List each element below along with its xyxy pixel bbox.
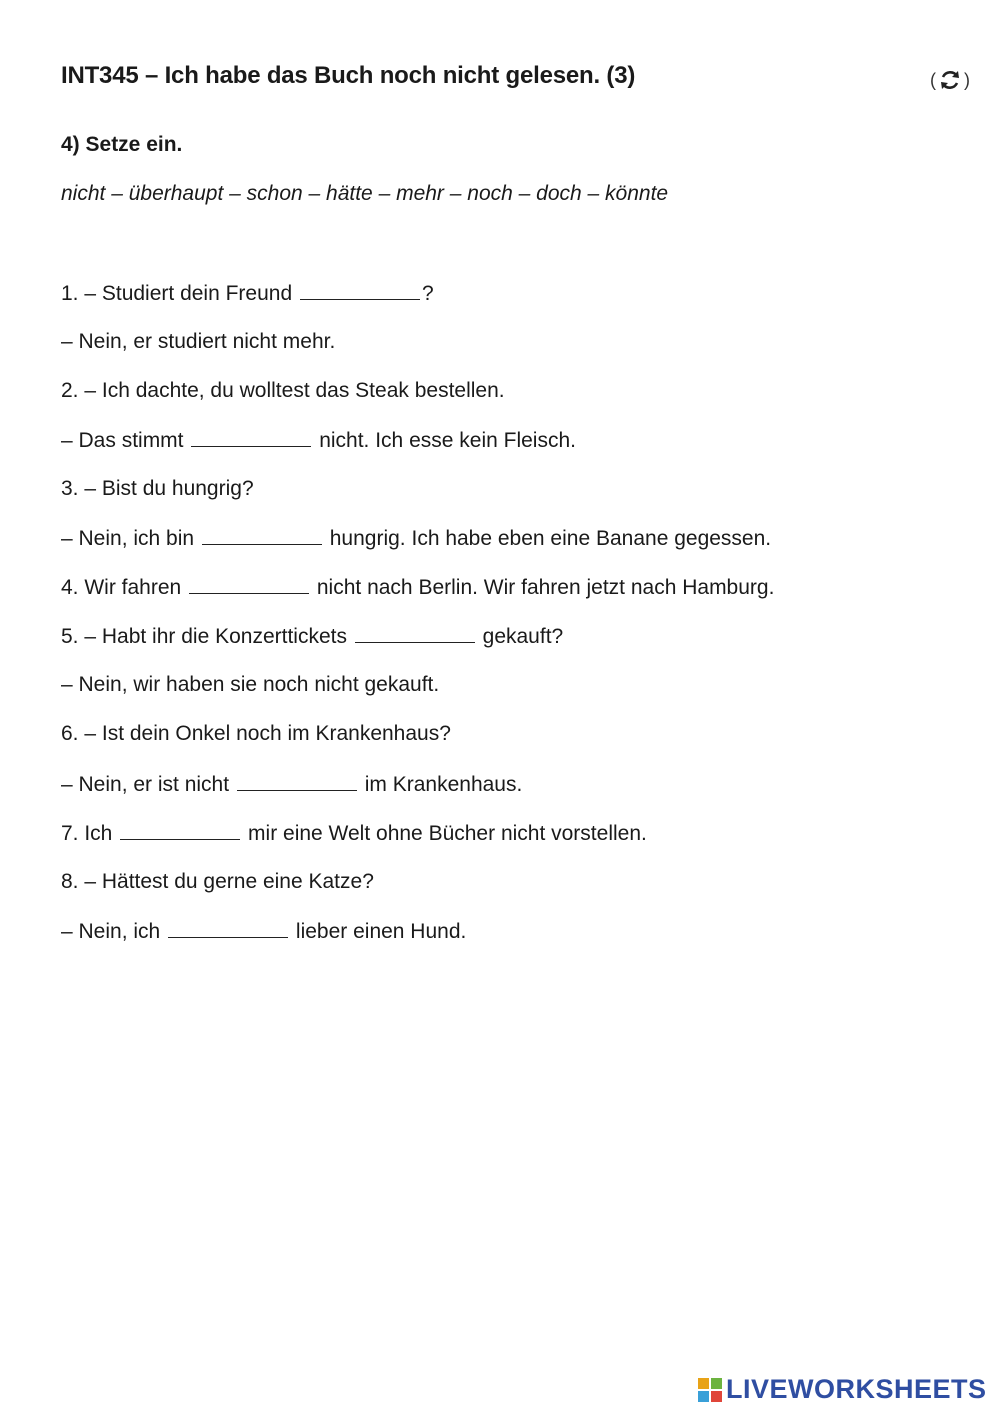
- refresh-icon[interactable]: [938, 68, 962, 92]
- logo-mark-icon: [698, 1378, 722, 1402]
- answer-blank-5[interactable]: [355, 624, 475, 643]
- exercise-line-9: – Nein, wir haben sie noch nicht gekauft.: [61, 673, 440, 696]
- exercise-line-8: 5. – Habt ihr die Konzerttickets gekauft?: [61, 625, 564, 648]
- refresh-badge[interactable]: [930, 68, 970, 92]
- answer-blank-2[interactable]: [191, 428, 311, 447]
- exercise-line-11: – Nein, er ist nicht im Krankenhaus.: [61, 773, 523, 796]
- answer-blank-8[interactable]: [168, 919, 288, 938]
- brand-name: LIVEWORKSHEETS: [726, 1374, 987, 1404]
- exercise-line-5: 3. – Bist du hungrig?: [61, 477, 254, 500]
- exercise-line-7: 4. Wir fahren nicht nach Berlin. Wir fahren jetzt nach Hamburg.: [61, 576, 775, 599]
- exercise-line-14: – Nein, ich lieber einen Hund.: [61, 920, 467, 943]
- exercise-line-10: 6. – Ist dein Onkel noch im Krankenhaus?: [61, 722, 451, 745]
- liveworksheets-logo: [698, 1374, 987, 1405]
- answer-blank-4[interactable]: [189, 575, 309, 594]
- answer-blank-1[interactable]: [300, 281, 420, 300]
- answer-blank-6[interactable]: [237, 772, 357, 791]
- exercise-line-2: – Nein, er studiert nicht mehr.: [61, 330, 336, 353]
- exercise-line-4: – Das stimmt nicht. Ich esse kein Fleisch.: [61, 429, 576, 452]
- exercise-instruction: 4) Setze ein.: [61, 133, 183, 156]
- word-bank: nicht – überhaupt – schon – hätte – mehr – noch – doch – könnte: [61, 182, 669, 205]
- exercise-line-3: 2. – Ich dachte, du wolltest das Steak bestellen.: [61, 379, 505, 402]
- exercise-line-13: 8. – Hättest du gerne eine Katze?: [61, 870, 374, 893]
- exercise-line-6: – Nein, ich bin hungrig. Ich habe eben eine Banane gegessen.: [61, 527, 772, 550]
- answer-blank-7[interactable]: [120, 821, 240, 840]
- answer-blank-3[interactable]: [202, 526, 322, 545]
- paren-close: ): [964, 69, 970, 90]
- page-title: INT345 – Ich habe das Buch noch nicht gelesen. (3): [61, 62, 636, 89]
- exercise-line-1: 1. – Studiert dein Freund ?: [61, 282, 434, 305]
- paren-open: (: [930, 69, 936, 90]
- exercise-line-12: 7. Ich mir eine Welt ohne Bücher nicht vorstellen.: [61, 822, 647, 845]
